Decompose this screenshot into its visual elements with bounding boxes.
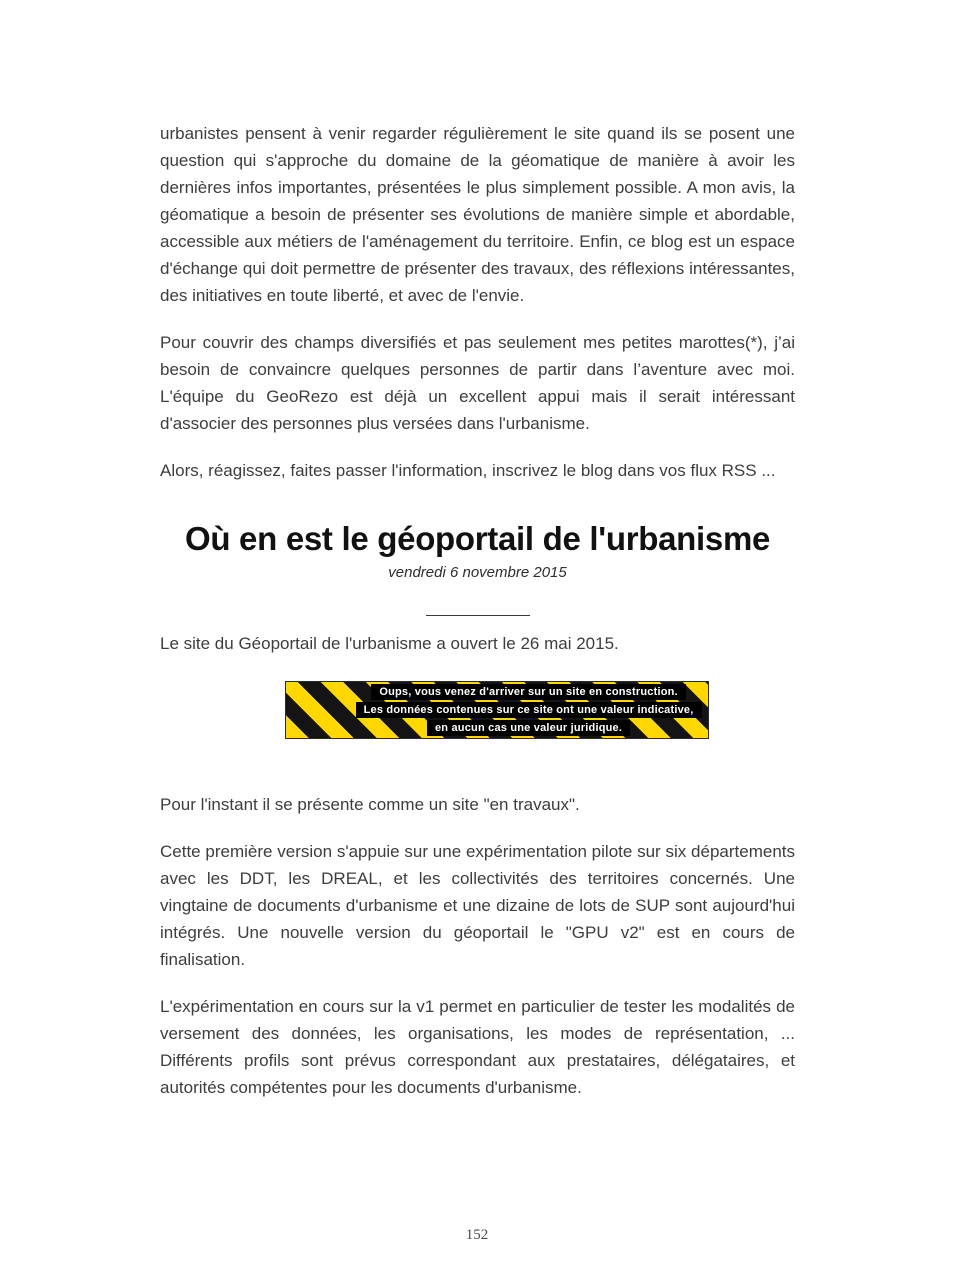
page-footer [0, 1227, 954, 1244]
paragraph: Pour couvrir des champs diversifiés et pas seulement mes petites marottes(*), j’ai besoin de convaincre quelques personnes de partir dans l’aventure avec moi. L'équipe du GeoRezo est déjà un excellent appui mais il serait intéressant d'associer des personnes plus versées dans l'urbanisme. [160, 333, 795, 433]
paragraph: Alors, réagissez, faites passer l'information, inscrivez le blog dans vos flux RSS ... [160, 461, 776, 480]
banner-line: Oups, vous venez d'arriver sur un site en construction. [371, 684, 685, 700]
paragraph: Cette première version s'appuie sur une expérimentation pilote sur six départements avec les DDT, les DREAL, et les collectivités des territoires concernés. Une vingtaine de documents d'urbanisme et une dizaine de lots de SUP sont aujourd'hui intégrés. Une nouvelle version du géoportail le "GPU v2" est en cours de finalisation. [160, 842, 795, 969]
separator-line [426, 615, 530, 616]
paragraph: Pour l'instant il se présente comme un site "en travaux". [160, 795, 580, 814]
paragraph: L'expérimentation en cours sur la v1 permet en particulier de tester les modalités de versement des données, les organisations, les modes de représentation, ... Différents profils sont prévus correspondant aux prestataires, délégataires, et autorités compétentes pour les documents d'urbanisme. [160, 997, 795, 1097]
banner-text-block [356, 684, 702, 736]
page-number: 152 [465, 1227, 489, 1243]
banner-line: en aucun cas une valeur juridique. [427, 720, 630, 736]
construction-banner [285, 681, 709, 739]
paragraph: urbanistes pensent à venir regarder régulièrement le site quand ils se posent une question qui s'approche du domaine de la géomatique de manière à avoir les dernières infos importantes, présentées le plus simplement possible. A mon avis, la géomatique a besoin de présenter ses évolutions de manière simple et abordable, accessible aux métiers de l'aménagement du territoire. Enfin, ce blog est un espace d'échange qui doit permettre de présenter des travaux, des réflexions intéressantes, des initiatives en toute liberté, et avec de l'envie. [160, 124, 795, 305]
post-date: vendredi 6 novembre 2015 [388, 564, 567, 581]
post-title: Où en est le géoportail de l'urbanisme [184, 520, 771, 557]
banner-line: Les données contenues sur ce site ont une valeur indicative, [356, 702, 702, 718]
paragraph: Le site du Géoportail de l'urbanisme a ouvert le 26 mai 2015. [160, 634, 619, 653]
